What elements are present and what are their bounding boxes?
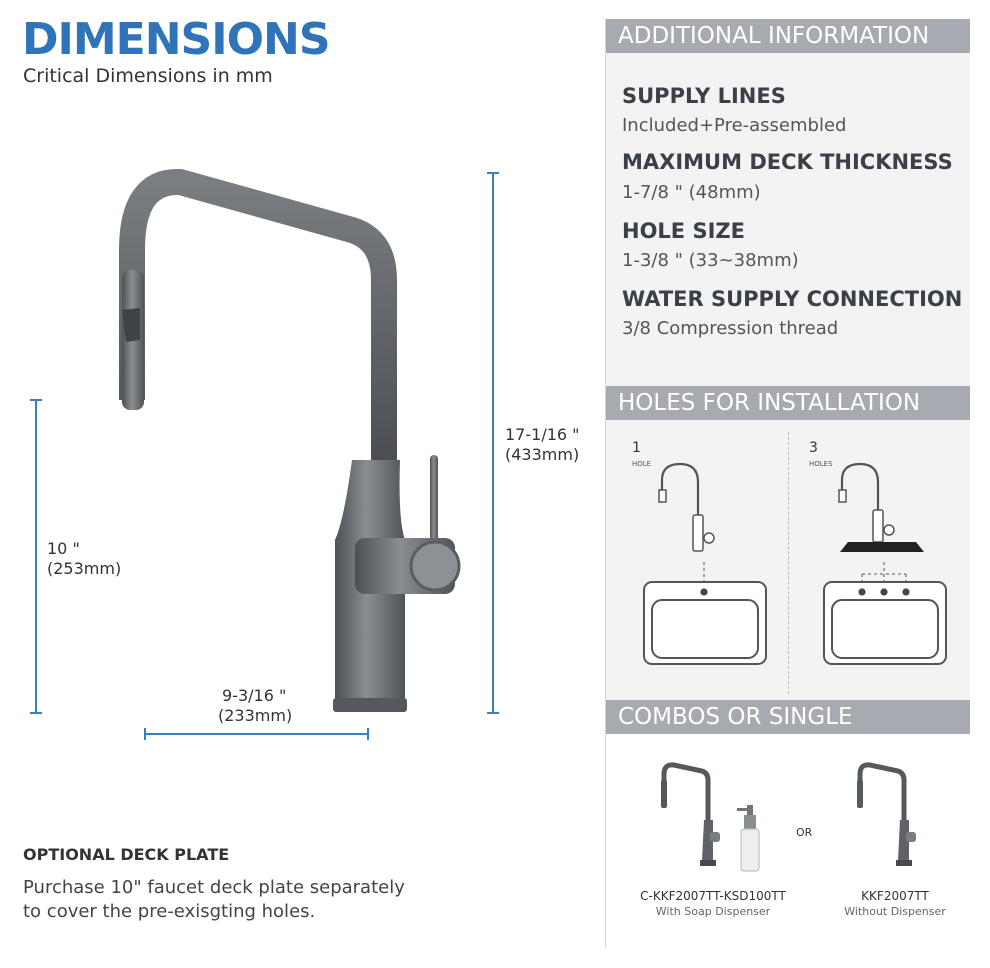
holes-separator xyxy=(788,432,790,694)
spout-height-dimension-line xyxy=(35,400,37,713)
hole-option-1-word: HOLE xyxy=(632,460,652,468)
height-tick-top xyxy=(487,172,499,174)
single-faucet-icon xyxy=(848,760,918,872)
deck-plate-text xyxy=(23,876,443,924)
deck-plate-icon xyxy=(840,542,924,552)
combo-code-single: KKF2007TT xyxy=(861,889,929,903)
sink-three-holes-icon xyxy=(820,560,950,670)
reach-tick-right xyxy=(367,728,369,740)
page-subtitle: Critical Dimensions in mm xyxy=(23,65,273,87)
height-total-label: 17-1/16 " xyxy=(505,425,580,444)
info-value-hole-size: 1-3/8 " (33~38mm) xyxy=(622,250,799,271)
spout-height-label: 10 " xyxy=(47,539,80,558)
spout-height-mm: (253mm) xyxy=(47,559,122,578)
page-title: DIMENSIONS xyxy=(22,14,330,65)
info-value-water-supply: 3/8 Compression thread xyxy=(622,318,839,339)
info-label-deck-thickness: MAXIMUM DECK THICKNESS xyxy=(622,150,953,174)
info-value-deck-thickness: 1-7/8 " (48mm) xyxy=(622,182,761,203)
deck-plate-title: OPTIONAL DECK PLATE xyxy=(23,845,230,864)
faucet-image xyxy=(100,160,480,720)
reach-tick-left xyxy=(144,728,146,740)
reach-label: 9-3/16 " xyxy=(222,686,287,705)
hole-option-1-number: 1 xyxy=(632,440,641,456)
height-dimension-line xyxy=(492,173,494,713)
spout-tick-bottom xyxy=(30,712,42,714)
info-label-water-supply: WATER SUPPLY CONNECTION xyxy=(622,287,963,311)
combo-faucet-icon xyxy=(652,760,722,872)
combo-code-with-dispenser: C-KKF2007TT-KSD100TT xyxy=(640,889,786,903)
column-divider xyxy=(605,18,606,948)
reach-mm: (233mm) xyxy=(218,706,293,725)
height-total-mm: (433mm) xyxy=(505,445,580,464)
info-label-hole-size: HOLE SIZE xyxy=(622,219,745,243)
combos-banner: COMBOS OR SINGLE xyxy=(606,700,970,734)
holes-banner: HOLES FOR INSTALLATION xyxy=(606,386,970,420)
spout-tick-top xyxy=(30,399,42,401)
deck-plate-line-1: Purchase 10" faucet deck plate separately xyxy=(23,877,405,898)
info-label-supply-lines: SUPPLY LINES xyxy=(622,84,786,108)
three-hole-faucet-icon xyxy=(820,460,950,570)
info-value-supply-lines: Included+Pre-assembled xyxy=(622,115,847,136)
soap-dispenser-icon xyxy=(735,805,765,873)
hole-option-3-number: 3 xyxy=(809,440,818,456)
sink-icon xyxy=(640,560,770,670)
single-hole-faucet-icon xyxy=(640,460,770,570)
deck-plate-line-2: to cover the pre-exisgting holes. xyxy=(23,901,316,922)
reach-dimension-line xyxy=(145,733,368,735)
combo-desc-with-dispenser: With Soap Dispenser xyxy=(655,905,771,918)
combo-desc-single: Without Dispenser xyxy=(844,905,946,918)
height-tick-bottom xyxy=(487,712,499,714)
hole-option-3-word: HOLES xyxy=(809,460,833,468)
combo-or-label: OR xyxy=(796,826,813,839)
additional-info-banner: ADDITIONAL INFORMATION xyxy=(606,19,970,53)
